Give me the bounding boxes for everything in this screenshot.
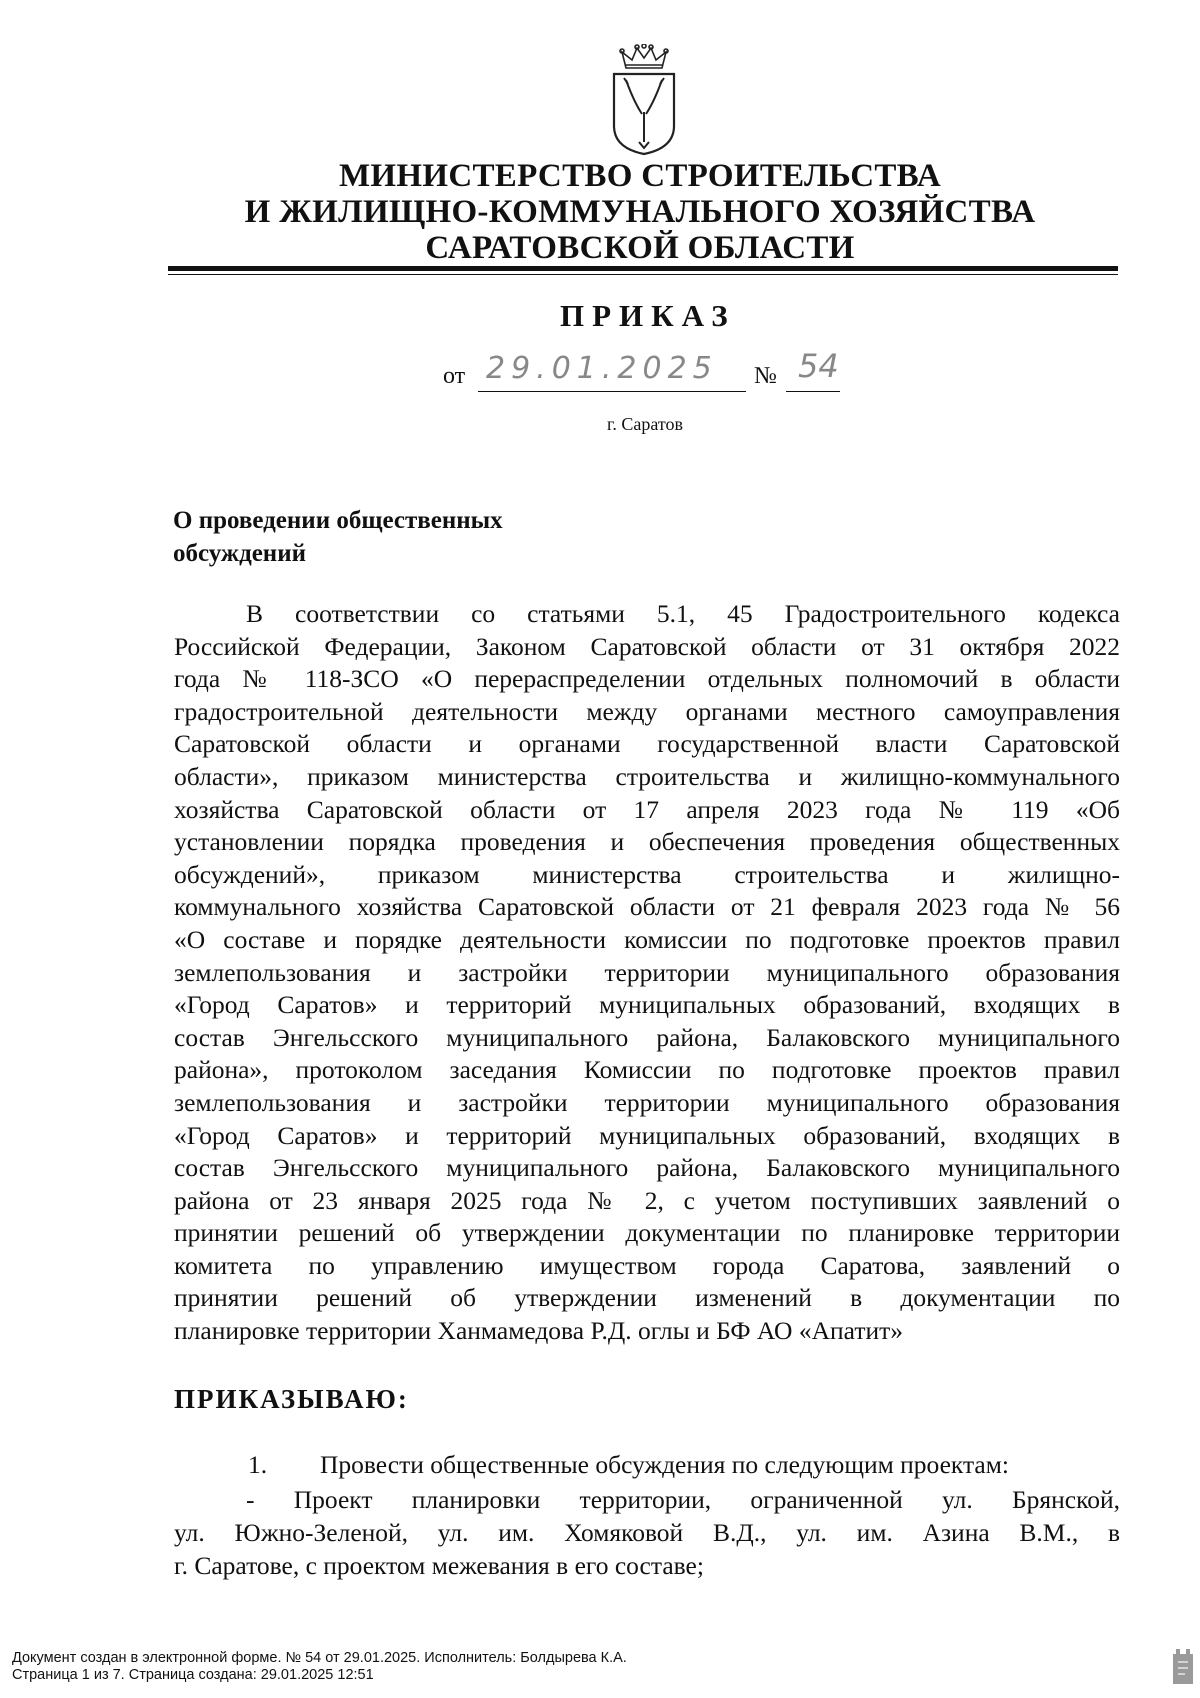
date-label: от — [443, 363, 466, 389]
item-number: 1. — [248, 1450, 268, 1479]
text-line: ул. Южно-Зеленой, ул. им. Хомяковой В.Д., ул. им. Азина В.М., в — [174, 1518, 1120, 1547]
number-label: № — [754, 363, 777, 389]
footer-line: Документ создан в электронной форме. № 54 от 29.01.2025. Исполнитель: Болдырева К.А. — [12, 1650, 627, 1666]
order-subject — [173, 504, 503, 570]
text-line: «О составе и порядке деятельности комиссии по подготовке проектов правил — [174, 924, 1120, 954]
text-line: «Город Саратов» и территорий муниципальных образований, входящих в — [174, 1120, 1120, 1150]
text-line: планировке территории Ханмамедова Р.Д. оглы и БФ АО «Апатит» — [174, 1316, 904, 1346]
header-divider-thin — [168, 274, 1118, 275]
text-line: года № 118-ЗСО «О перераспределении отдельных полномочий в области — [174, 664, 1120, 694]
item-text: Провести общественные обсуждения по следующим проектам: — [320, 1450, 1009, 1479]
text-line: градостроительной деятельности между органами местного самоуправления — [174, 696, 1120, 726]
ministry-name-line3: САРАТОВСКОЙ ОБЛАСТИ — [425, 230, 855, 266]
decree-item-1 — [248, 1450, 1009, 1480]
ministry-name-line1: МИНИСТЕРСТВО СТРОИТЕЛЬСТВА — [338, 158, 942, 194]
text-line: землепользования и застройки территории муниципального образования — [174, 957, 1120, 987]
order-date-number-line — [440, 347, 900, 395]
order-title: ПРИКАЗ — [560, 298, 736, 333]
header-divider — [168, 266, 1118, 271]
text-line: «Город Саратов» и территорий муниципальных образований, входящих в — [174, 990, 1120, 1020]
handwritten-date: 29.01.2025 — [486, 351, 718, 386]
text-line: - Проект планировки территории, ограниченной ул. Брянской, — [246, 1485, 1120, 1514]
text-line: состав Энгельсского муниципального района, Балаковского муниципального — [174, 1153, 1120, 1183]
footer-line: Страница 1 из 7. Страница создана: 29.01.2025 12:51 — [12, 1666, 374, 1683]
subject-line: О проведении общественных — [173, 507, 503, 534]
number-underline — [786, 391, 840, 392]
subject-line: обсуждений — [173, 540, 307, 567]
text-line: коммунального хозяйства Саратовской области от 21 февраля 2023 года № 56 — [174, 892, 1120, 922]
ministry-name-line2: И ЖИЛИЩНО-КОММУНАЛЬНОГО ХОЗЯЙСТВА — [244, 194, 1036, 230]
preamble-text — [174, 598, 1120, 1348]
city-name: г. Саратов — [607, 414, 683, 434]
text-line: района», протоколом заседания Комиссии по подготовке проектов правил — [174, 1055, 1120, 1085]
handwritten-number: 54 — [798, 347, 839, 385]
text-line: комитета по управлению имуществом города Саратова, заявлений о — [174, 1250, 1120, 1280]
text-line: г. Саратове, с проектом межевания в его составе; — [174, 1551, 704, 1580]
date-underline — [478, 391, 746, 392]
signature-stamp-icon — [1172, 1648, 1194, 1686]
text-line: принятии решений об утверждении документации по планировке территории — [174, 1218, 1120, 1248]
text-line: землепользования и застройки территории муниципального образования — [174, 1087, 1120, 1117]
text-line: района от 23 января 2025 года № 2, с учетом поступивших заявлений о — [174, 1185, 1120, 1215]
coat-of-arms-icon — [606, 44, 682, 156]
text-line: области», приказом министерства строительства и жилищно-коммунального — [174, 761, 1120, 791]
text-line: Российской Федерации, Законом Саратовской области от 31 октября 2022 — [174, 631, 1120, 661]
electronic-document-footer — [12, 1650, 627, 1683]
text-line: обсуждений», приказом министерства строительства и жилищно- — [174, 859, 1120, 889]
text-line: хозяйства Саратовской области от 17 апреля 2023 года № 119 «Об — [174, 794, 1120, 824]
text-line: установлении порядка проведения и обеспечения проведения общественных — [174, 827, 1120, 857]
text-line: состав Энгельсского муниципального района, Балаковского муниципального — [174, 1022, 1120, 1052]
text-line: принятии решений об утверждении изменений в документации по — [174, 1283, 1120, 1313]
decree-heading: ПРИКАЗЫВАЮ: — [174, 1384, 409, 1414]
project-description — [174, 1483, 1120, 1582]
text-line: Саратовской области и органами государственной власти Саратовской — [174, 729, 1120, 759]
text-line: В соответствии со статьями 5.1, 45 Градостроительного кодекса — [246, 599, 1120, 628]
